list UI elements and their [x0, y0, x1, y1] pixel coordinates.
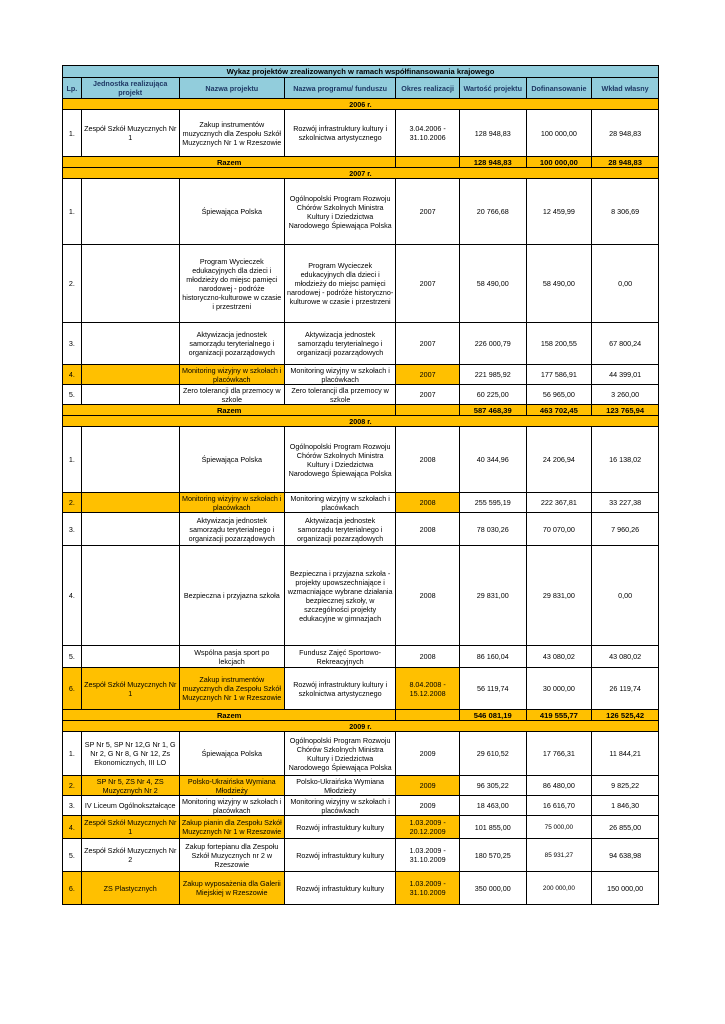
cell-value: 350 000,00	[459, 872, 526, 905]
table-row	[63, 323, 659, 365]
cell-own: 67 800,24	[592, 323, 659, 365]
cell-program: Rozwój infrastruktury kultury i szkolnictwa artystycznego	[284, 110, 395, 157]
header-own: Wkład własny	[592, 78, 659, 99]
cell-unit	[81, 385, 179, 405]
cell-program: Ogólnopolski Program Rozwoju Chórów Szkolnych Ministra Kultury i Dziedzictwa Narodowego Śpiewająca Polska	[284, 427, 395, 493]
cell-cofin: 12 459,99	[526, 179, 592, 245]
cell-period: 8.04.2008 - 15.12.2008	[396, 668, 460, 710]
cell-period: 2008	[396, 427, 460, 493]
cell-program: Program Wycieczek edukacyjnych dla dzieci i młodzieży do miejsc pamięci narodowej - podróże historyczno-kulturowe w czasie i przestrzeni	[284, 245, 395, 323]
cell-name: Bezpieczna i przyjazna szkoła	[179, 546, 284, 646]
cell-own: 33 227,38	[592, 493, 659, 513]
cell-lp: 3.	[63, 513, 82, 546]
cell-lp: 2.	[63, 776, 82, 796]
cell-name: Zakup wyposażenia dla Galerii Miejskiej w Rzeszowie	[179, 872, 284, 905]
cell-cofin: 200 000,00	[526, 872, 592, 905]
year-label: 2006 r.	[63, 99, 659, 110]
cell-unit: IV Liceum Ogólnokształcące	[81, 796, 179, 816]
cell-cofin: 30 000,00	[526, 668, 592, 710]
cell-period: 2008	[396, 513, 460, 546]
cell-value: 96 305,22	[459, 776, 526, 796]
cell-unit	[81, 513, 179, 546]
header-cofin: Dofinansowanie	[526, 78, 592, 99]
cell-name: Zakup pianin dla Zespołu Szkół Muzycznych Nr 1 w Rzeszowie	[179, 816, 284, 839]
cell-period: 1.03.2009 - 20.12.2009	[396, 816, 460, 839]
sum-own: 28 948,83	[592, 157, 659, 168]
header-program: Nazwa programu/ funduszu	[284, 78, 395, 99]
cell-own: 9 825,22	[592, 776, 659, 796]
cell-program: Fundusz Zajęć Sportowo-Rekreacyjnych	[284, 646, 395, 668]
cell-program: Rozwój infrastuktury kultury	[284, 839, 395, 872]
sum-value: 546 081,19	[459, 710, 526, 721]
cell-unit: Zespół Szkół Muzycznych Nr 1	[81, 668, 179, 710]
year-label: 2008 r.	[63, 416, 659, 427]
cell-lp: 6.	[63, 668, 82, 710]
cell-name: Śpiewająca Polska	[179, 732, 284, 776]
cell-period: 2009	[396, 732, 460, 776]
cell-value: 255 595,19	[459, 493, 526, 513]
table-row	[63, 732, 659, 776]
cell-program: Bezpieczna i przyjazna szkoła - projekty upowszechniające i wzmacniające wybrane działania bezpiecznej szkoły, w szczególności projekty edukacyjne w gimnazjach	[284, 546, 395, 646]
cell-cofin: 24 206,94	[526, 427, 592, 493]
year-row	[63, 416, 659, 427]
cell-own: 3 260,00	[592, 385, 659, 405]
header-name: Nazwa projektu	[179, 78, 284, 99]
table-row	[63, 872, 659, 905]
cell-value: 58 490,00	[459, 245, 526, 323]
header-unit: Jednostka realizująca projekt	[81, 78, 179, 99]
cell-unit	[81, 427, 179, 493]
cell-program: Monitoring wizyjny w szkołach i placówkach	[284, 365, 395, 385]
cell-unit	[81, 546, 179, 646]
header-row	[63, 78, 659, 99]
cell-value: 221 985,92	[459, 365, 526, 385]
cell-own: 43 080,02	[592, 646, 659, 668]
cell-name: Śpiewająca Polska	[179, 179, 284, 245]
cell-name: Aktywizacja jednostek samorządu teryterialnego i organizacji pozarządowych	[179, 513, 284, 546]
cell-period: 2008	[396, 546, 460, 646]
year-row	[63, 721, 659, 732]
cell-lp: 5.	[63, 646, 82, 668]
sum-empty	[396, 710, 460, 721]
cell-own: 8 306,69	[592, 179, 659, 245]
cell-lp: 5.	[63, 839, 82, 872]
cell-period: 2007	[396, 385, 460, 405]
sum-empty	[396, 405, 460, 416]
cell-period: 2007	[396, 179, 460, 245]
cell-own: 94 638,98	[592, 839, 659, 872]
sum-own: 123 765,94	[592, 405, 659, 416]
table-row	[63, 365, 659, 385]
header-lp: Lp.	[63, 78, 82, 99]
cell-period: 2007	[396, 323, 460, 365]
cell-lp: 6.	[63, 872, 82, 905]
cell-period: 1.03.2009 - 31.10.2009	[396, 872, 460, 905]
cell-unit	[81, 646, 179, 668]
projects-table	[62, 65, 659, 905]
cell-period: 2007	[396, 365, 460, 385]
sum-cofin: 100 000,00	[526, 157, 592, 168]
cell-lp: 4.	[63, 546, 82, 646]
table-row	[63, 796, 659, 816]
cell-value: 78 030,26	[459, 513, 526, 546]
cell-period: 3.04.2006 - 31.10.2006	[396, 110, 460, 157]
cell-name: Zakup instrumentów muzycznych dla Zespołu Szkół Muzycznych Nr 1 w Rzeszowie	[179, 668, 284, 710]
year-row	[63, 168, 659, 179]
cell-program: Ogólnopolski Program Rozwoju Chórów Szkolnych Ministra Kultury i Dziedzictwa Narodowego Śpiewająca Polska	[284, 732, 395, 776]
cell-own: 0,00	[592, 546, 659, 646]
cell-cofin: 17 766,31	[526, 732, 592, 776]
cell-period: 2007	[396, 245, 460, 323]
cell-name: Zero tolerancji dla przemocy w szkole	[179, 385, 284, 405]
cell-name: Wspólna pasja sport po lekcjach	[179, 646, 284, 668]
sum-value: 128 948,83	[459, 157, 526, 168]
table-title: Wykaz projektów zrealizowanych w ramach współfinansowania krajowego	[63, 66, 659, 78]
table-row	[63, 816, 659, 839]
cell-name: Zakup fortepianu dla Zespołu Szkół Muzycznych nr 2 w Rzeszowie	[179, 839, 284, 872]
cell-lp: 1.	[63, 427, 82, 493]
cell-own: 1 846,30	[592, 796, 659, 816]
cell-unit	[81, 493, 179, 513]
sum-cofin: 419 555,77	[526, 710, 592, 721]
cell-name: Aktywizacja jednostek samorządu teryterialnego i organizacji pozarządowych	[179, 323, 284, 365]
table-row	[63, 179, 659, 245]
cell-unit: Zespół Szkół Muzycznych Nr 1	[81, 110, 179, 157]
sum-label: Razem	[63, 157, 396, 168]
cell-own: 16 138,02	[592, 427, 659, 493]
table-row	[63, 776, 659, 796]
cell-period: 2009	[396, 776, 460, 796]
cell-unit: Zespół Szkół Muzycznych Nr 1	[81, 816, 179, 839]
sum-row	[63, 405, 659, 416]
cell-cofin: 43 080,02	[526, 646, 592, 668]
cell-unit: Zespół Szkół Muzycznych Nr 2	[81, 839, 179, 872]
sum-cofin: 463 702,45	[526, 405, 592, 416]
cell-own: 26 855,00	[592, 816, 659, 839]
sum-value: 587 468,39	[459, 405, 526, 416]
cell-name: Program Wycieczek edukacyjnych dla dzieci i młodzieży do miejsc pamięci narodowej - podróże historyczno-kulturowe w czasie i przestrzeni	[179, 245, 284, 323]
table-row	[63, 668, 659, 710]
cell-lp: 2.	[63, 245, 82, 323]
sum-label: Razem	[63, 710, 396, 721]
cell-name: Zakup instrumentów muzycznych dla Zespołu Szkół Muzycznych Nr 1 w Rzeszowie	[179, 110, 284, 157]
cell-program: Monitoring wizyjny w szkołach i placówkach	[284, 796, 395, 816]
cell-period: 1.03.2009 - 31.10.2009	[396, 839, 460, 872]
cell-name: Monitoring wizyjny w szkołach i placówkach	[179, 365, 284, 385]
cell-program: Monitoring wizyjny w szkołach i placówkach	[284, 493, 395, 513]
cell-cofin: 56 965,00	[526, 385, 592, 405]
cell-unit	[81, 365, 179, 385]
cell-program: Polsko-Ukraińska Wymiana Młodzieży	[284, 776, 395, 796]
cell-name: Monitoring wizyjny w szkołach i placówkach	[179, 493, 284, 513]
cell-lp: 5.	[63, 385, 82, 405]
cell-cofin: 85 931,27	[526, 839, 592, 872]
sum-row	[63, 710, 659, 721]
cell-cofin: 177 586,91	[526, 365, 592, 385]
cell-lp: 4.	[63, 816, 82, 839]
cell-unit: ZS Plastycznych	[81, 872, 179, 905]
cell-cofin: 58 490,00	[526, 245, 592, 323]
cell-lp: 2.	[63, 493, 82, 513]
cell-value: 18 463,00	[459, 796, 526, 816]
cell-cofin: 158 200,55	[526, 323, 592, 365]
table-row	[63, 513, 659, 546]
cell-own: 0,00	[592, 245, 659, 323]
cell-own: 150 000,00	[592, 872, 659, 905]
table-row	[63, 427, 659, 493]
cell-unit	[81, 179, 179, 245]
cell-period: 2008	[396, 493, 460, 513]
cell-own: 44 399,01	[592, 365, 659, 385]
cell-program: Rozwój infrastuktury kultury	[284, 816, 395, 839]
cell-value: 40 344,96	[459, 427, 526, 493]
cell-name: Śpiewająca Polska	[179, 427, 284, 493]
cell-period: 2009	[396, 796, 460, 816]
cell-lp: 4.	[63, 365, 82, 385]
cell-program: Aktywizacja jednostek samorządu teryterialnego i organizacji pozarządowych	[284, 323, 395, 365]
table-row	[63, 493, 659, 513]
year-row	[63, 99, 659, 110]
cell-value: 20 766,68	[459, 179, 526, 245]
cell-value: 86 160,04	[459, 646, 526, 668]
sum-label: Razem	[63, 405, 396, 416]
cell-program: Ogólnopolski Program Rozwoju Chórów Szkolnych Ministra Kultury i Dziedzictwa Narodowego Śpiewająca Polska	[284, 179, 395, 245]
cell-cofin: 16 616,70	[526, 796, 592, 816]
header-value: Wartość projektu	[459, 78, 526, 99]
cell-lp: 1.	[63, 732, 82, 776]
year-label: 2009 r.	[63, 721, 659, 732]
cell-unit	[81, 245, 179, 323]
sum-empty	[396, 157, 460, 168]
cell-lp: 1.	[63, 179, 82, 245]
table-row	[63, 245, 659, 323]
header-period: Okres realizacji	[396, 78, 460, 99]
cell-own: 11 844,21	[592, 732, 659, 776]
cell-own: 26 119,74	[592, 668, 659, 710]
cell-name: Monitoring wizyjny w szkołach i placówkach	[179, 796, 284, 816]
cell-unit: SP Nr 5, SP Nr 12,G Nr 1, G Nr 2, G Nr 8, G Nr 12, Zs Ekonomicznych, III LO	[81, 732, 179, 776]
table-row	[63, 546, 659, 646]
sum-row	[63, 157, 659, 168]
cell-program: Rozwój infrastruktury kultury i szkolnictwa artystycznego	[284, 668, 395, 710]
cell-own: 7 960,26	[592, 513, 659, 546]
cell-value: 56 119,74	[459, 668, 526, 710]
cell-program: Aktywizacja jednostek samorządu teryterialnego i organizacji pozarządowych	[284, 513, 395, 546]
cell-cofin: 222 367,81	[526, 493, 592, 513]
cell-value: 60 225,00	[459, 385, 526, 405]
cell-own: 28 948,83	[592, 110, 659, 157]
cell-lp: 3.	[63, 323, 82, 365]
cell-value: 29 831,00	[459, 546, 526, 646]
table-row	[63, 646, 659, 668]
cell-unit: SP Nr 5, ZS Nr 4, ZS Muzycznych Nr 2	[81, 776, 179, 796]
cell-value: 128 948,83	[459, 110, 526, 157]
cell-cofin: 86 480,00	[526, 776, 592, 796]
sum-own: 126 525,42	[592, 710, 659, 721]
table-row	[63, 839, 659, 872]
cell-period: 2008	[396, 646, 460, 668]
cell-value: 29 610,52	[459, 732, 526, 776]
year-label: 2007 r.	[63, 168, 659, 179]
cell-value: 180 570,25	[459, 839, 526, 872]
table-row	[63, 385, 659, 405]
cell-value: 226 000,79	[459, 323, 526, 365]
cell-program: Rozwój infrastuktury kultury	[284, 872, 395, 905]
cell-name: Polsko-Ukraińska Wymiana Młodzieży	[179, 776, 284, 796]
table-row	[63, 110, 659, 157]
cell-cofin: 29 831,00	[526, 546, 592, 646]
cell-lp: 3.	[63, 796, 82, 816]
cell-lp: 1.	[63, 110, 82, 157]
cell-cofin: 70 070,00	[526, 513, 592, 546]
cell-unit	[81, 323, 179, 365]
cell-cofin: 75 000,00	[526, 816, 592, 839]
cell-program: Zero tolerancji dla przemocy w szkole	[284, 385, 395, 405]
cell-value: 101 855,00	[459, 816, 526, 839]
cell-cofin: 100 000,00	[526, 110, 592, 157]
